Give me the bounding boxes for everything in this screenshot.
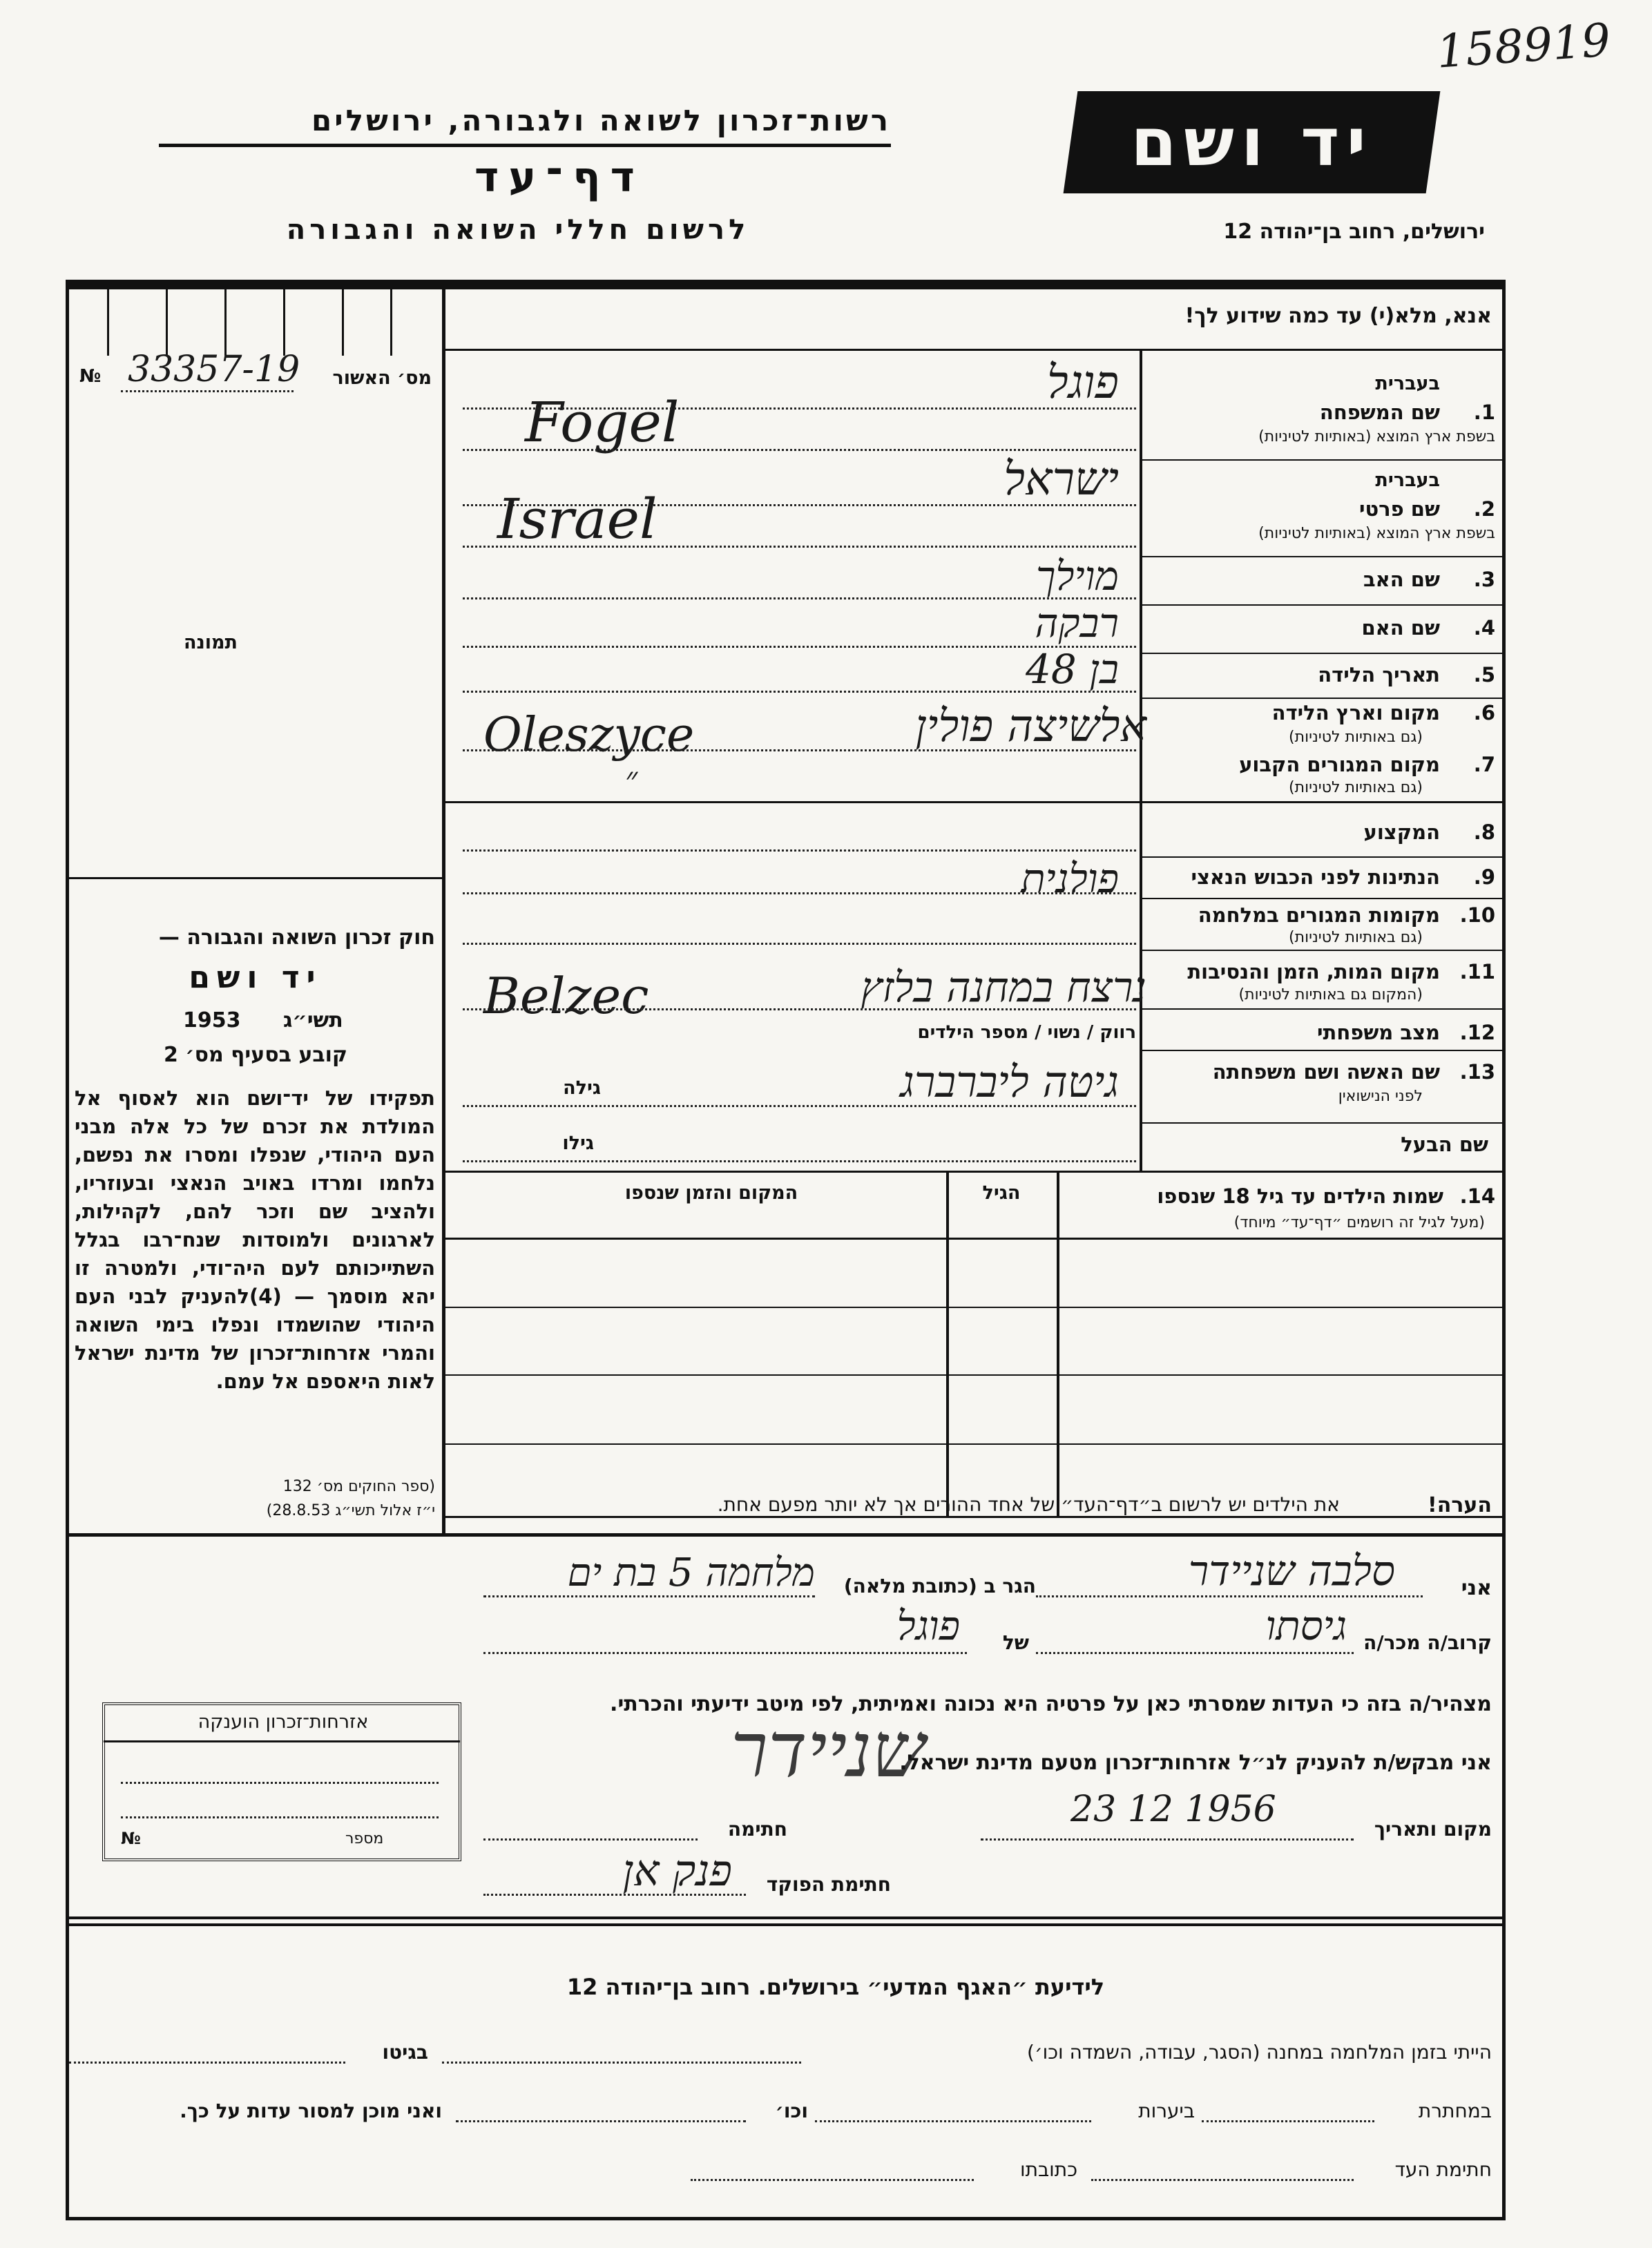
forests-label: ביערות [1138,2100,1195,2122]
archive-number: 158919 [1434,13,1613,79]
declarant-ani: אני [1461,1576,1492,1600]
request-text: אני מבקש/ת להעניק לנ״ל אזרחות־זכרון מטעם מדינת ישראל. [899,1751,1492,1775]
place-date-label: מקום ותאריך [1374,1818,1492,1841]
underground-label: במחתרת [1418,2100,1492,2122]
cert-number: 33357-19 [128,349,300,390]
witness-address-label: כתובתו [1019,2158,1077,2181]
husband-age-label: גילו [562,1133,594,1154]
ready-text: ואני מוכן למסור עדות על כך. [180,2100,442,2122]
husband-label: שם הבעל [1401,1133,1488,1156]
relation-label: קרוב/ה מכר/ה [1363,1631,1492,1654]
of-label: של [1002,1631,1029,1654]
field-2-num: 2. [1473,497,1495,521]
col-age: הגיל [982,1182,1021,1204]
signature-label: חתימה [727,1818,787,1841]
law-year-num: 1953 [183,1008,241,1032]
field-5-value: בן 48 [1026,646,1119,693]
law-year-heb: תשי״ג [283,1008,343,1032]
declaration-text: מצהיר/ה בזה כי העדות שמסרתי כאן על פרטיה היא נכונה ואמיתית, לפי מיטב ידיעתי והכרתי. [610,1692,1492,1716]
field-7-value: ״ [625,760,638,798]
field-4-value: רבקה [1035,599,1119,646]
children-label: שמות הילדים עד גיל 18 שנספו [1157,1184,1443,1208]
field-13-value: גיטה ליברברג [900,1057,1119,1107]
field-11-sub: (המקום גם באותיות לטיניות) [1238,986,1423,1003]
field-6-value-heb: אלשיצה פולין [915,701,1146,752]
footer-heading: לידיעת ״האגף המדעי״ בירושלים. רחוב בן־יהודה 12 [566,1974,1105,2000]
field-2-label: שם פרטי [1358,497,1440,521]
children-sub: (מעל לגיל זה רושמים ״דף־עד״ מיוחד) [1233,1214,1485,1231]
field-8-num: 8. [1473,820,1495,844]
field-13-num: 13. [1459,1060,1495,1084]
law-clause: קובע בסעיף מס׳ 2 [163,1043,348,1067]
field-3-num: 3. [1473,568,1495,591]
stamp-no-label: מספר [345,1830,384,1847]
field-3-label: שם האב [1363,568,1440,591]
cert-label: מס׳ האשור [332,367,432,389]
field-6-sub: (גם באותיות לטיניות) [1289,729,1423,746]
field-5-label: תאריך הלידה [1318,663,1440,686]
field-10-num: 10. [1459,903,1495,927]
declarant-date: 23 12 1956 [1070,1789,1276,1830]
law-title: חוק זכרון השואה והגבורה — [158,925,435,950]
law-ref-2: י״ז אלול תשי״ג 28.8.53) [266,1502,435,1519]
field-13-sub: לפני הנישואין [1338,1088,1423,1105]
field-1-label: שם המשפחה [1319,401,1440,424]
cert-no-symbol: № [79,366,102,387]
field-12-label: מצב משפחתי [1316,1021,1440,1044]
relation-value: גיסתו [1265,1602,1347,1649]
declarant-address: מלחמה 5 בת ים [567,1550,815,1595]
field-7-label: מקום המגורים הקבוע [1239,753,1440,776]
camp-line: הייתי בזמן המלחמה במחנה (הסגר, עבודה, השמדה וכו׳) [1027,2041,1492,2064]
form-subtitle: לרשום חללי השואה והגבורה [286,214,750,246]
field-1-heb-tag: בעברית [1375,373,1440,394]
field-1-value-lat: Fogel [525,390,680,454]
officer-label: חתימת הפוקד [766,1873,891,1896]
witness-sig-label: חתימת העד [1394,2158,1492,2181]
field-10-sub: (גם באותיות לטיניות) [1289,929,1423,946]
ghetto-label: בגיטו [382,2041,428,2064]
photo-label: תמונה [183,632,238,653]
field-12-num: 12. [1459,1021,1495,1044]
etc-label: וכו׳ [775,2100,808,2122]
address: ירושלים, רחוב בן־יהודה 12 [1223,220,1485,244]
field-4-label: שם האם [1361,616,1440,640]
field-2-heb-tag: בעברית [1375,470,1440,491]
note-label: הערה! [1428,1493,1492,1517]
field-6-value-lat: Oleszyce [483,708,695,762]
field-8-label: המקצוע [1363,820,1440,844]
field-1-num: 1. [1473,401,1495,424]
law-ref-1: (ספר החוקים מס׳ 132 [282,1478,435,1495]
field-9-label: הנתינות לפני הכבוש הנאצי [1191,865,1440,889]
col-place: המקום והזמן שנספו [624,1182,798,1204]
field-2-value-lat: Israel [497,487,657,551]
law-logo: יד ושם [189,960,323,995]
form-title: דף־עד [474,153,644,202]
stamp-no-symbol: № [121,1829,141,1848]
field-1-sub: בשפת ארץ המוצא (באותיות לטיניות) [1258,428,1495,445]
field-11-value-heb: נרצח במחנה בלזץ [861,963,1146,1012]
officer-signature: פנק אן [622,1845,732,1896]
authority-title: רשות־זכרון לשואה ולגבורה, ירושלים [311,104,891,137]
note-text: את הילדים יש לרשום ב״דף־העד״ של אחד ההורים אך לא יותר מפעם אחת. [717,1493,1340,1516]
field-11-num: 11. [1459,960,1495,983]
field-5-num: 5. [1473,663,1495,686]
stamp-title: אזרחות־זכרון הוענקה [198,1711,369,1733]
field-7-sub: (גם באותיות לטיניות) [1289,779,1423,796]
field-9-value: פולנית [1021,855,1119,902]
declarant-name: סלבה שניידר [1188,1547,1395,1595]
declarant-resides-label: הגר ב (כתובת מלאה) [843,1575,1036,1597]
field-9-num: 9. [1473,865,1495,889]
field-11-value-lat: Belzec [483,967,649,1025]
children-num: 14. [1459,1184,1495,1208]
field-6-num: 6. [1473,701,1495,724]
field-1-value-heb: פוגל [1046,356,1119,409]
field-7-num: 7. [1473,753,1495,776]
field-6-label: מקום וארץ הלידה [1271,701,1440,724]
field-13-age-label: גילה [563,1077,601,1099]
declarant-signature: שניידר [730,1706,925,1794]
field-13-label: שם האשה ושם משפחתה [1212,1060,1440,1084]
field-11-label: מקום המות, הזמן והנסיבות [1187,960,1440,983]
field-2-sub: בשפת ארץ המוצא (באותיות לטיניות) [1258,525,1495,542]
law-text: תפקידו של יד־ושם הוא לאסוף אל המולדת את זכרם של כל אלה מבני העם היהודי, שנפלו ומסרו את נפשם, נלחמו ומרדו באויב הנאצי ובעוזריו, ולהציב שם וזכר להם, לקהילות, לארגונים ולמוסדות שנח־רבו בגלל השתייכותם לעם היה־ודי, ולמטרה זו יהא מוסמך — (4)להעניק לבני העם היהודי שהושמדו ונפלו בימי השואה והמרי אזרחות־זכרון של מדינת ישראל לאות היאספם אל עמם. [75,1086,435,1393]
of-name: פוגל [896,1602,960,1649]
yad-vashem-logo: יד ושם [1064,91,1441,193]
instruction: אנא, מלא(י) עד כמה שידוע לך! [1184,304,1492,328]
field-10-label: מקומות המגורים במלחמה [1198,903,1440,927]
field-12-options: רווק / נשוי / מספר הילדים [917,1022,1136,1043]
field-3-value: מוילך [1035,553,1119,599]
field-4-num: 4. [1473,616,1495,640]
field-2-value-heb: ישראל [1003,452,1119,506]
